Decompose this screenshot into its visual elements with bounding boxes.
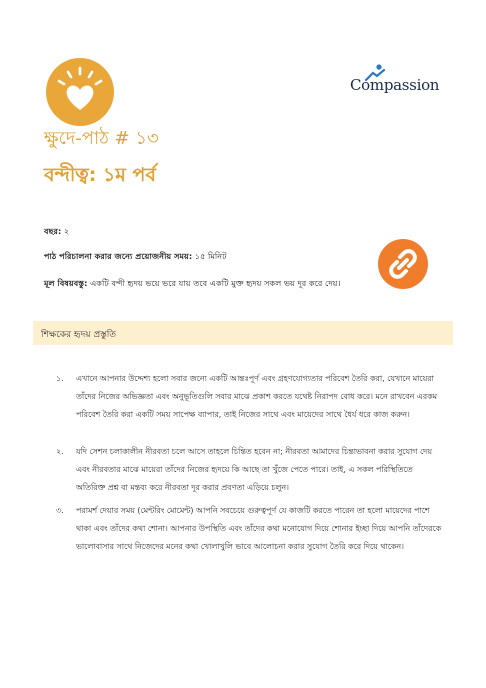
time-label: পাঠ পরিচালনা করার জন্যে প্রয়োজনীয় সময়: [44,251,193,261]
heart-sun-icon [46,58,114,126]
section-heading: শিক্ষকের হৃদয় প্রস্তুতি [41,330,117,340]
list-item-number: ৩. [56,506,64,515]
list-item-text: যদি সেশন চলাকালীন নীরবতা চলে আসে তাহলে চিন্তিত হবেন না; নীরবতা আমাদের চিন্তাভাবনা করার সুযোগ দেয় এবং নীরবতার মাঝে মায়েরা তাঁদের নিজের হৃদয়ে কি আছে তা খুঁজে পেতে পারে। তাই, এ সকল পরিস্থিতিতে অতিরিক্ত প্রশ্ন বা মন্তব্য করে নীরবতা দূর করার প্রবণতা এড়িয়ে চলুন। [76,447,432,492]
topic-label: মূল বিষয়বস্তু: [44,278,88,288]
topic-row [44,278,340,291]
time-value: ১৫ মিনিট [194,251,227,261]
topic-value: একটি বন্দী হৃদয় ভয়ে ভরে যায় তবে একটি মুক্ত হৃদয় সকল ভয় দূর করে দেয়। [90,278,341,288]
time-row [44,251,227,264]
list-item-number: ২. [56,447,64,456]
compassion-logo [350,64,448,98]
lesson-title: বন্দীত্ব: ১ম পর্ব [44,164,156,186]
age-value: ২ [63,226,70,236]
link-icon [378,239,428,289]
age-row [44,226,69,239]
age-label: বছর: [44,226,62,236]
section-header [33,321,453,345]
list-item-number: ১. [56,374,64,383]
lesson-number: ক্ষুদে-পাঠ # ১৩ [44,128,159,149]
brand-name: Compassion [350,76,440,94]
list-item-text: এখানে আপনার উদ্দেশ্য হলো সবার জন্যে একটি আন্তঃপূর্ণ এবং গ্রহণযোগ্যতার পরিবেশ তৈরি করা, যেখানে মায়েরা তাঁদের নিজের অভিজ্ঞতা এবং অনুভূতিগুলি সবার মাঝে প্রকাশ করতে যথেষ্ট নিরাপদ বোধ করে। মনে রাখবেন এরকম পরিবেশ তৈরি করা একটি সময় সাপেক্ষ ব্যাপার, তাই নিজের সাথে এবং মায়েদের সাথে ধৈর্য ধরে কাজ করুন। [76,374,438,419]
list-item-text: পরামর্শ দেয়ার সময় (মেন্টরিং মোমেন্ট) আপনি সবচেয়ে গুরুত্বপূর্ণ যে কাজটি করতে পারেন তা হলো মায়েদের পাশে থাকা এবং তাঁদের কথা শোনা। আপনার উপস্থিতি এবং তাঁদের কথা মনোযোগ দিয়ে শোনার ইচ্ছা দিয়ে আপনি তাঁদেরকে ভালোবাসার সাথে নিজেদের মনের কথা খোলাখুলি ভাবে আলোচনা করার সুযোগ তৈরি করে দিয়ে থাকেন। [76,506,442,551]
